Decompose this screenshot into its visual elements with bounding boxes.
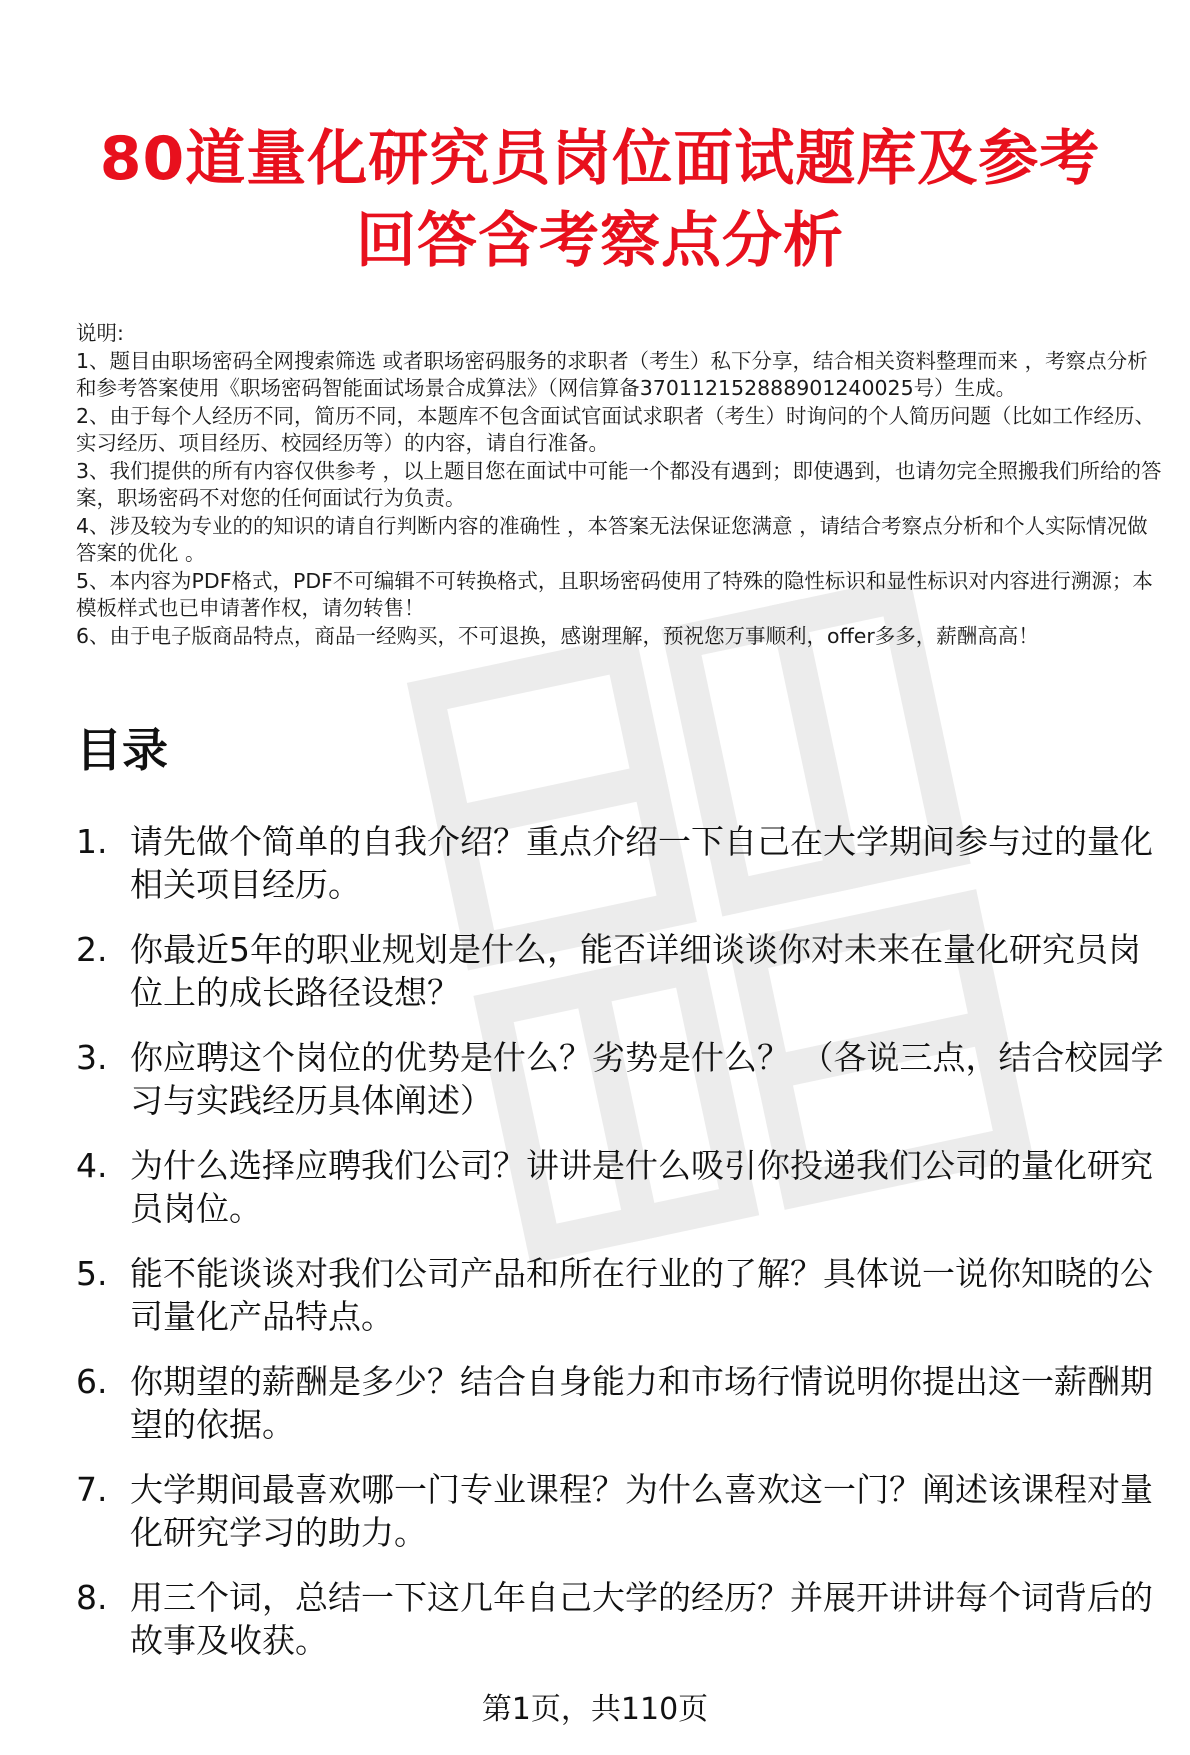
toc-item[interactable]: [76, 1144, 1166, 1230]
toc-item[interactable]: [76, 1036, 1166, 1122]
toc-item[interactable]: [76, 928, 1166, 1014]
toc-item[interactable]: [76, 1468, 1166, 1554]
toc-item[interactable]: [76, 1360, 1166, 1446]
note-item: 6、由于电子版商品特点，商品一经购买，不可退换，感谢理解，预祝您万事顺利，offer多多，薪酬高高！: [76, 623, 1039, 648]
document-title: 80道量化研究员岗位面试题库及参考回答含考察点分析: [99, 124, 1101, 276]
toc-item-text: 你应聘这个岗位的优势是什么？劣势是什么？ （各说三点，结合校园学习与实践经历具体阐述）: [130, 1038, 1164, 1120]
toc-item[interactable]: [76, 820, 1166, 906]
toc-item-text: 用三个词，总结一下这几年自己大学的经历？并展开讲讲每个词背后的故事及收获。: [130, 1578, 1153, 1660]
toc-item-number: 5.: [76, 1254, 108, 1293]
toc-item-number: 4.: [76, 1146, 108, 1185]
toc-item-text: 请先做个简单的自我介绍？重点介绍一下自己在大学期间参与过的量化相关项目经历。: [130, 822, 1153, 904]
notes-section: [76, 320, 1166, 650]
toc-item[interactable]: [76, 1576, 1166, 1662]
note-item: 1、题目由职场密码全网搜索筛选 或者职场密码服务的求职者（考生）私下分享，结合相关资料整理而来 ，考察点分析和参考答案使用《职场密码智能面试场景合成算法》（网信算备370112152888901240025号）生成。: [76, 348, 1148, 400]
toc-item-number: 6.: [76, 1362, 108, 1401]
notes-heading: 说明:: [76, 321, 124, 345]
note-item: 3、我们提供的所有内容仅供参考 ，以上题目您在面试中可能一个都没有遇到；即使遇到，也请勿完全照搬我们所给的答案，职场密码不对您的任何面试行为负责。: [76, 458, 1162, 510]
toc-item-text: 大学期间最喜欢哪一门专业课程？为什么喜欢这一门？阐述该课程对量化研究学习的助力。: [130, 1470, 1153, 1552]
page-footer: 第1页，共110页: [481, 1692, 709, 1727]
toc-list: [76, 820, 1166, 1684]
note-item: 5、本内容为PDF格式，PDF不可编辑不可转换格式，且职场密码使用了特殊的隐性标识和显性标识对内容进行溯源；本模板样式也已申请著作权，请勿转售！: [76, 568, 1153, 620]
toc-item-number: 7.: [76, 1470, 108, 1509]
toc-item-text: 能不能谈谈对我们公司产品和所在行业的了解？具体说一说你知晓的公司量化产品特点。: [130, 1254, 1153, 1336]
toc-item-number: 2.: [76, 930, 108, 969]
toc-heading: 目录: [76, 723, 168, 777]
toc-item[interactable]: [76, 1252, 1166, 1338]
toc-item-number: 1.: [76, 822, 108, 861]
toc-item-number: 8.: [76, 1578, 108, 1617]
note-item: 2、由于每个人经历不同，简历不同，本题库不包含面试官面试求职者（考生）时询问的个人简历问题（比如工作经历、实习经历、项目经历、校园经历等）的内容，请自行准备。: [76, 403, 1156, 455]
toc-item-text: 为什么选择应聘我们公司？讲讲是什么吸引你投递我们公司的量化研究员岗位。: [130, 1146, 1153, 1228]
toc-item-text: 你期望的薪酬是多少？结合自身能力和市场行情说明你提出这一薪酬期望的依据。: [130, 1362, 1153, 1444]
toc-item-number: 3.: [76, 1038, 108, 1077]
note-item: 4、涉及较为专业的的知识的请自行判断内容的准确性 ，本答案无法保证您满意 ，请结合考察点分析和个人实际情况做答案的优化 。: [76, 513, 1148, 565]
toc-item-text: 你最近5年的职业规划是什么，能否详细谈谈你对未来在量化研究员岗位上的成长路径设想？: [130, 930, 1141, 1012]
